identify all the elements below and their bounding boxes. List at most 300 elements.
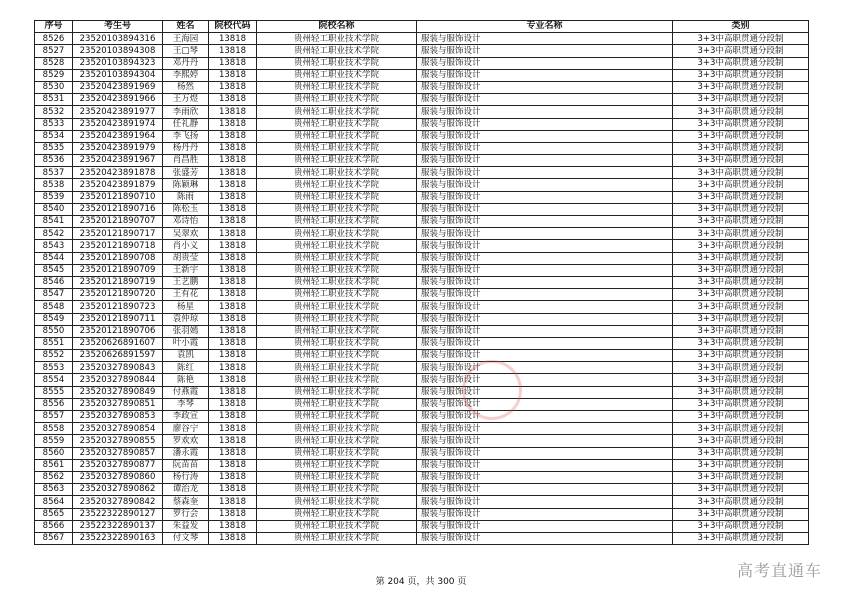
cell-school-code: 13818	[209, 69, 257, 81]
cell-category: 3+3中高职贯通分段制	[673, 496, 809, 508]
cell-exam-number: 23520423891969	[73, 81, 163, 93]
cell-index: 8527	[35, 45, 73, 57]
cell-category: 3+3中高职贯通分段制	[673, 216, 809, 228]
cell-school-code: 13818	[209, 301, 257, 313]
cell-exam-number: 23520121890708	[73, 252, 163, 264]
cell-major-name: 服装与服饰设计	[417, 167, 673, 179]
cell-school-code: 13818	[209, 520, 257, 532]
cell-index: 8554	[35, 374, 73, 386]
cell-index: 8544	[35, 252, 73, 264]
cell-exam-number: 23520327890843	[73, 362, 163, 374]
cell-major-name: 服装与服饰设计	[417, 496, 673, 508]
cell-name: 陈红	[163, 362, 209, 374]
cell-school-code: 13818	[209, 508, 257, 520]
cell-exam-number: 23520121890719	[73, 276, 163, 288]
table-row	[35, 167, 809, 179]
cell-school-name: 贵州轻工职业技术学院	[257, 484, 417, 496]
table-row	[35, 106, 809, 118]
cell-major-name: 服装与服饰设计	[417, 203, 673, 215]
cell-name: 肖小义	[163, 240, 209, 252]
cell-school-code: 13818	[209, 240, 257, 252]
table-row	[35, 350, 809, 362]
cell-major-name: 服装与服饰设计	[417, 374, 673, 386]
cell-school-code: 13818	[209, 337, 257, 349]
cell-school-name: 贵州轻工职业技术学院	[257, 435, 417, 447]
cell-school-name: 贵州轻工职业技术学院	[257, 106, 417, 118]
cell-index: 8567	[35, 532, 73, 544]
cell-major-name: 服装与服饰设计	[417, 508, 673, 520]
cell-name: 阮苗苗	[163, 459, 209, 471]
cell-school-name: 贵州轻工职业技术学院	[257, 167, 417, 179]
cell-category: 3+3中高职贯通分段制	[673, 155, 809, 167]
cell-school-code: 13818	[209, 228, 257, 240]
cell-name: 付文琴	[163, 532, 209, 544]
cell-exam-number: 23520327890877	[73, 459, 163, 471]
cell-index: 8553	[35, 362, 73, 374]
cell-index: 8545	[35, 264, 73, 276]
cell-major-name: 服装与服饰设计	[417, 69, 673, 81]
table-row	[35, 33, 809, 45]
cell-school-name: 贵州轻工职业技术学院	[257, 362, 417, 374]
cell-index: 8566	[35, 520, 73, 532]
cell-school-name: 贵州轻工职业技术学院	[257, 118, 417, 130]
cell-category: 3+3中高职贯通分段制	[673, 398, 809, 410]
table-row	[35, 496, 809, 508]
cell-school-code: 13818	[209, 435, 257, 447]
cell-exam-number: 23520327890854	[73, 423, 163, 435]
cell-school-code: 13818	[209, 313, 257, 325]
cell-school-code: 13818	[209, 398, 257, 410]
cell-name: 谭治龙	[163, 484, 209, 496]
cell-major-name: 服装与服饰设计	[417, 81, 673, 93]
cell-name: 李雨欣	[163, 106, 209, 118]
cell-exam-number: 23520121890707	[73, 216, 163, 228]
cell-exam-number: 23520103894308	[73, 45, 163, 57]
table-row	[35, 301, 809, 313]
cell-exam-number: 23520423891964	[73, 130, 163, 142]
cell-category: 3+3中高职贯通分段制	[673, 411, 809, 423]
cell-category: 3+3中高职贯通分段制	[673, 33, 809, 45]
cell-school-name: 贵州轻工职业技术学院	[257, 228, 417, 240]
cell-major-name: 服装与服饰设计	[417, 118, 673, 130]
cell-category: 3+3中高职贯通分段制	[673, 386, 809, 398]
cell-category: 3+3中高职贯通分段制	[673, 191, 809, 203]
cell-major-name: 服装与服饰设计	[417, 191, 673, 203]
cell-major-name: 服装与服饰设计	[417, 520, 673, 532]
cell-major-name: 服装与服饰设计	[417, 155, 673, 167]
table-row	[35, 94, 809, 106]
cell-exam-number: 23522322890127	[73, 508, 163, 520]
cell-major-name: 服装与服饰设计	[417, 411, 673, 423]
table-row	[35, 240, 809, 252]
table-row	[35, 471, 809, 483]
cell-name: 王有花	[163, 289, 209, 301]
cell-major-name: 服装与服饰设计	[417, 532, 673, 544]
table-row	[35, 45, 809, 57]
table-row	[35, 69, 809, 81]
cell-school-code: 13818	[209, 289, 257, 301]
cell-school-name: 贵州轻工职业技术学院	[257, 45, 417, 57]
cell-name: 胡贵莹	[163, 252, 209, 264]
cell-major-name: 服装与服饰设计	[417, 94, 673, 106]
cell-index: 8549	[35, 313, 73, 325]
cell-major-name: 服装与服饰设计	[417, 276, 673, 288]
cell-school-code: 13818	[209, 130, 257, 142]
cell-school-code: 13818	[209, 350, 257, 362]
cell-exam-number: 23520327890842	[73, 496, 163, 508]
cell-major-name: 服装与服饰设计	[417, 447, 673, 459]
cell-school-code: 13818	[209, 203, 257, 215]
watermark-stamp	[462, 360, 522, 420]
cell-exam-number: 23520626891597	[73, 350, 163, 362]
header-major-name: 专业名称	[417, 21, 673, 33]
cell-index: 8536	[35, 155, 73, 167]
cell-school-code: 13818	[209, 106, 257, 118]
cell-exam-number: 23520423891974	[73, 118, 163, 130]
cell-index: 8526	[35, 33, 73, 45]
cell-category: 3+3中高职贯通分段制	[673, 520, 809, 532]
table-row	[35, 398, 809, 410]
cell-school-name: 贵州轻工职业技术学院	[257, 81, 417, 93]
cell-exam-number: 23520626891607	[73, 337, 163, 349]
page-number: 第 204 页，共 300 页	[375, 577, 467, 587]
cell-school-name: 贵州轻工职业技术学院	[257, 386, 417, 398]
cell-index: 8548	[35, 301, 73, 313]
cell-index: 8564	[35, 496, 73, 508]
cell-name: 王海园	[163, 33, 209, 45]
cell-school-name: 贵州轻工职业技术学院	[257, 459, 417, 471]
cell-major-name: 服装与服饰设计	[417, 325, 673, 337]
cell-major-name: 服装与服饰设计	[417, 362, 673, 374]
cell-school-name: 贵州轻工职业技术学院	[257, 216, 417, 228]
cell-name: 王万煜	[163, 94, 209, 106]
cell-index: 8530	[35, 81, 73, 93]
cell-exam-number: 23520103894323	[73, 57, 163, 69]
cell-exam-number: 23520423891879	[73, 179, 163, 191]
cell-school-name: 贵州轻工职业技术学院	[257, 240, 417, 252]
table-row	[35, 276, 809, 288]
cell-index: 8537	[35, 167, 73, 179]
cell-exam-number: 23520423891966	[73, 94, 163, 106]
cell-school-code: 13818	[209, 179, 257, 191]
cell-category: 3+3中高职贯通分段制	[673, 508, 809, 520]
cell-name: 廖谷宁	[163, 423, 209, 435]
cell-exam-number: 23522322890163	[73, 532, 163, 544]
cell-school-code: 13818	[209, 45, 257, 57]
cell-category: 3+3中高职贯通分段制	[673, 337, 809, 349]
cell-school-name: 贵州轻工职业技术学院	[257, 520, 417, 532]
table-row	[35, 252, 809, 264]
cell-exam-number: 23520121890718	[73, 240, 163, 252]
cell-category: 3+3中高职贯通分段制	[673, 118, 809, 130]
table-row	[35, 313, 809, 325]
cell-index: 8552	[35, 350, 73, 362]
cell-school-code: 13818	[209, 167, 257, 179]
cell-school-name: 贵州轻工职业技术学院	[257, 130, 417, 142]
cell-index: 8539	[35, 191, 73, 203]
cell-index: 8546	[35, 276, 73, 288]
header-name: 姓名	[163, 21, 209, 33]
cell-category: 3+3中高职贯通分段制	[673, 240, 809, 252]
cell-school-code: 13818	[209, 94, 257, 106]
table-row	[35, 484, 809, 496]
table-row	[35, 216, 809, 228]
cell-school-name: 贵州轻工职业技术学院	[257, 325, 417, 337]
cell-exam-number: 23520103894316	[73, 33, 163, 45]
cell-category: 3+3中高职贯通分段制	[673, 532, 809, 544]
table-row	[35, 130, 809, 142]
cell-school-name: 贵州轻工职业技术学院	[257, 350, 417, 362]
cell-name: 付燕霞	[163, 386, 209, 398]
cell-major-name: 服装与服饰设计	[417, 33, 673, 45]
cell-name: 邓丹丹	[163, 57, 209, 69]
cell-index: 8534	[35, 130, 73, 142]
cell-name: 任礼静	[163, 118, 209, 130]
table-row	[35, 508, 809, 520]
cell-school-name: 贵州轻工职业技术学院	[257, 398, 417, 410]
cell-index: 8531	[35, 94, 73, 106]
table-row	[35, 179, 809, 191]
cell-exam-number: 23520423891878	[73, 167, 163, 179]
cell-school-code: 13818	[209, 496, 257, 508]
cell-index: 8563	[35, 484, 73, 496]
cell-school-code: 13818	[209, 423, 257, 435]
table-row	[35, 57, 809, 69]
cell-index: 8559	[35, 435, 73, 447]
cell-school-code: 13818	[209, 386, 257, 398]
table-row	[35, 532, 809, 544]
cell-name: 陈松玉	[163, 203, 209, 215]
cell-category: 3+3中高职贯通分段制	[673, 142, 809, 154]
cell-exam-number: 23520121890716	[73, 203, 163, 215]
cell-category: 3+3中高职贯通分段制	[673, 325, 809, 337]
cell-index: 8528	[35, 57, 73, 69]
table-row	[35, 191, 809, 203]
cell-index: 8533	[35, 118, 73, 130]
cell-exam-number: 23520121890717	[73, 228, 163, 240]
table-row	[35, 289, 809, 301]
cell-name: 陈艳	[163, 374, 209, 386]
cell-index: 8550	[35, 325, 73, 337]
header-category: 类别	[673, 21, 809, 33]
cell-name: 张盛芳	[163, 167, 209, 179]
cell-school-name: 贵州轻工职业技术学院	[257, 471, 417, 483]
cell-index: 8555	[35, 386, 73, 398]
cell-name: 杨星	[163, 301, 209, 313]
cell-category: 3+3中高职贯通分段制	[673, 289, 809, 301]
cell-category: 3+3中高职贯通分段制	[673, 203, 809, 215]
cell-name: 陈颖琳	[163, 179, 209, 191]
cell-major-name: 服装与服饰设计	[417, 423, 673, 435]
table-row	[35, 155, 809, 167]
cell-school-code: 13818	[209, 471, 257, 483]
cell-school-code: 13818	[209, 325, 257, 337]
cell-index: 8543	[35, 240, 73, 252]
cell-school-name: 贵州轻工职业技术学院	[257, 252, 417, 264]
cell-major-name: 服装与服饰设计	[417, 459, 673, 471]
cell-school-code: 13818	[209, 118, 257, 130]
cell-index: 8565	[35, 508, 73, 520]
table-row	[35, 203, 809, 215]
cell-name: 王艺鹏	[163, 276, 209, 288]
cell-major-name: 服装与服饰设计	[417, 350, 673, 362]
table-row	[35, 459, 809, 471]
cell-category: 3+3中高职贯通分段制	[673, 313, 809, 325]
cell-exam-number: 23520103894304	[73, 69, 163, 81]
cell-school-code: 13818	[209, 276, 257, 288]
cell-category: 3+3中高职贯通分段制	[673, 374, 809, 386]
cell-index: 8562	[35, 471, 73, 483]
cell-exam-number: 23520121890710	[73, 191, 163, 203]
cell-school-name: 贵州轻工职业技术学院	[257, 203, 417, 215]
cell-major-name: 服装与服饰设计	[417, 301, 673, 313]
cell-major-name: 服装与服饰设计	[417, 45, 673, 57]
cell-school-code: 13818	[209, 216, 257, 228]
cell-school-name: 贵州轻工职业技术学院	[257, 289, 417, 301]
cell-name: 邓诗怡	[163, 216, 209, 228]
cell-category: 3+3中高职贯通分段制	[673, 447, 809, 459]
cell-major-name: 服装与服饰设计	[417, 252, 673, 264]
cell-school-code: 13818	[209, 155, 257, 167]
table-row	[35, 337, 809, 349]
cell-school-code: 13818	[209, 252, 257, 264]
cell-school-name: 贵州轻工职业技术学院	[257, 374, 417, 386]
cell-name: 陈雨	[163, 191, 209, 203]
cell-category: 3+3中高职贯通分段制	[673, 228, 809, 240]
cell-name: 张羽嫣	[163, 325, 209, 337]
cell-school-name: 贵州轻工职业技术学院	[257, 313, 417, 325]
cell-category: 3+3中高职贯通分段制	[673, 276, 809, 288]
cell-school-name: 贵州轻工职业技术学院	[257, 532, 417, 544]
cell-category: 3+3中高职贯通分段制	[673, 362, 809, 374]
table-row	[35, 81, 809, 93]
cell-category: 3+3中高职贯通分段制	[673, 69, 809, 81]
cell-school-name: 贵州轻工职业技术学院	[257, 411, 417, 423]
cell-name: 朱益发	[163, 520, 209, 532]
cell-name: 袁仲琼	[163, 313, 209, 325]
cell-index: 8551	[35, 337, 73, 349]
cell-exam-number: 23520121890709	[73, 264, 163, 276]
cell-category: 3+3中高职贯通分段制	[673, 57, 809, 69]
cell-school-name: 贵州轻工职业技术学院	[257, 423, 417, 435]
cell-index: 8556	[35, 398, 73, 410]
cell-school-name: 贵州轻工职业技术学院	[257, 301, 417, 313]
admission-list-table	[34, 20, 809, 545]
cell-index: 8540	[35, 203, 73, 215]
cell-school-name: 贵州轻工职业技术学院	[257, 69, 417, 81]
cell-school-name: 贵州轻工职业技术学院	[257, 142, 417, 154]
cell-category: 3+3中高职贯通分段制	[673, 484, 809, 496]
cell-major-name: 服装与服饰设计	[417, 398, 673, 410]
header-index: 序号	[35, 21, 73, 33]
cell-major-name: 服装与服饰设计	[417, 484, 673, 496]
cell-school-code: 13818	[209, 484, 257, 496]
cell-exam-number: 23520327890853	[73, 411, 163, 423]
cell-school-name: 贵州轻工职业技术学院	[257, 33, 417, 45]
cell-major-name: 服装与服饰设计	[417, 471, 673, 483]
cell-name: 叶小霞	[163, 337, 209, 349]
cell-name: 罗行会	[163, 508, 209, 520]
cell-name: 杨丹丹	[163, 142, 209, 154]
cell-major-name: 服装与服饰设计	[417, 337, 673, 349]
cell-exam-number: 23520423891979	[73, 142, 163, 154]
cell-name: 袁凯	[163, 350, 209, 362]
cell-school-code: 13818	[209, 33, 257, 45]
cell-exam-number: 23520121890706	[73, 325, 163, 337]
cell-name: 李飞扬	[163, 130, 209, 142]
cell-exam-number: 23520327890851	[73, 398, 163, 410]
cell-category: 3+3中高职贯通分段制	[673, 167, 809, 179]
cell-major-name: 服装与服饰设计	[417, 130, 673, 142]
cell-school-name: 贵州轻工职业技术学院	[257, 276, 417, 288]
cell-major-name: 服装与服饰设计	[417, 264, 673, 276]
cell-major-name: 服装与服饰设计	[417, 240, 673, 252]
cell-school-name: 贵州轻工职业技术学院	[257, 155, 417, 167]
cell-category: 3+3中高职贯通分段制	[673, 252, 809, 264]
cell-name: 王新宇	[163, 264, 209, 276]
cell-name: 李琴	[163, 398, 209, 410]
cell-index: 8535	[35, 142, 73, 154]
cell-index: 8558	[35, 423, 73, 435]
table-row	[35, 362, 809, 374]
cell-school-code: 13818	[209, 532, 257, 544]
cell-exam-number: 23520121890720	[73, 289, 163, 301]
cell-index: 8547	[35, 289, 73, 301]
cell-index: 8560	[35, 447, 73, 459]
cell-school-name: 贵州轻工职业技术学院	[257, 508, 417, 520]
table-row	[35, 520, 809, 532]
cell-school-code: 13818	[209, 191, 257, 203]
table-row	[35, 374, 809, 386]
table-row	[35, 142, 809, 154]
cell-major-name: 服装与服饰设计	[417, 386, 673, 398]
cell-exam-number: 23520327890862	[73, 484, 163, 496]
cell-major-name: 服装与服饰设计	[417, 57, 673, 69]
cell-school-name: 贵州轻工职业技术学院	[257, 447, 417, 459]
cell-major-name: 服装与服饰设计	[417, 216, 673, 228]
cell-index: 8561	[35, 459, 73, 471]
cell-exam-number: 23520327890857	[73, 447, 163, 459]
cell-major-name: 服装与服饰设计	[417, 106, 673, 118]
cell-major-name: 服装与服饰设计	[417, 435, 673, 447]
cell-school-name: 贵州轻工职业技术学院	[257, 191, 417, 203]
cell-category: 3+3中高职贯通分段制	[673, 94, 809, 106]
cell-major-name: 服装与服饰设计	[417, 313, 673, 325]
cell-exam-number: 23520327890860	[73, 471, 163, 483]
cell-category: 3+3中高职贯通分段制	[673, 45, 809, 57]
cell-index: 8541	[35, 216, 73, 228]
cell-category: 3+3中高职贯通分段制	[673, 301, 809, 313]
cell-name: 肖昌胜	[163, 155, 209, 167]
cell-name: 李熙婷	[163, 69, 209, 81]
cell-major-name: 服装与服饰设计	[417, 289, 673, 301]
cell-name: 蔡森奎	[163, 496, 209, 508]
cell-school-name: 贵州轻工职业技术学院	[257, 496, 417, 508]
header-school-name: 院校名称	[257, 21, 417, 33]
cell-school-code: 13818	[209, 81, 257, 93]
cell-category: 3+3中高职贯通分段制	[673, 423, 809, 435]
cell-category: 3+3中高职贯通分段制	[673, 106, 809, 118]
cell-category: 3+3中高职贯通分段制	[673, 459, 809, 471]
cell-school-code: 13818	[209, 374, 257, 386]
cell-school-name: 贵州轻工职业技术学院	[257, 94, 417, 106]
cell-index: 8542	[35, 228, 73, 240]
cell-name: 李政宣	[163, 411, 209, 423]
cell-school-code: 13818	[209, 459, 257, 471]
cell-exam-number: 23520121890723	[73, 301, 163, 313]
table-row	[35, 386, 809, 398]
cell-index: 8532	[35, 106, 73, 118]
